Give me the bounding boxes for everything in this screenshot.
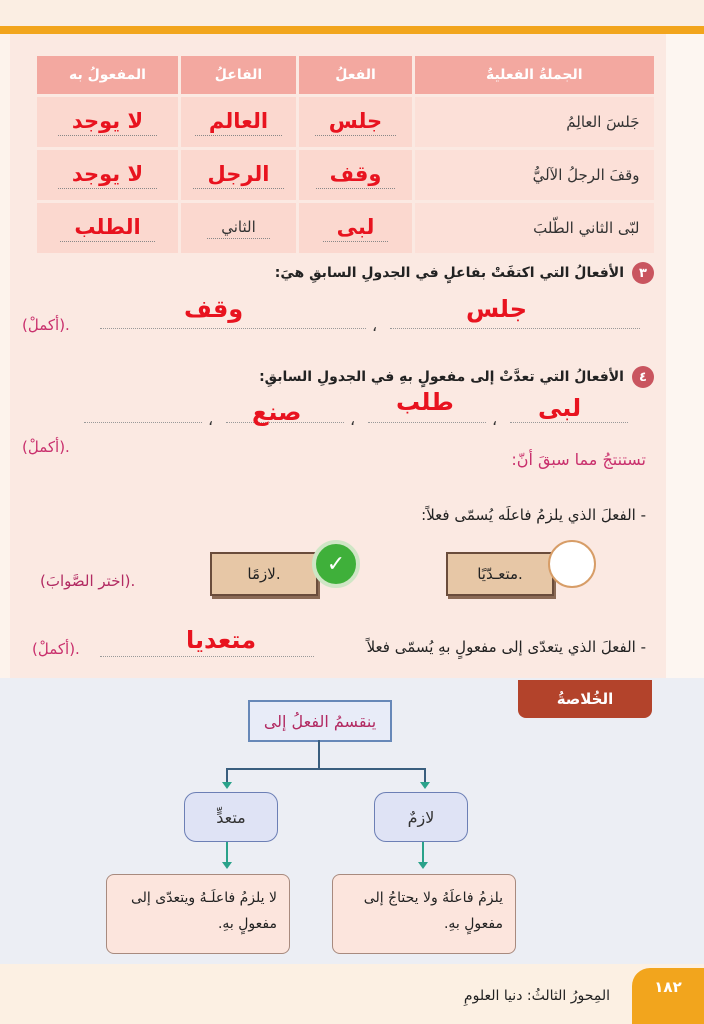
statement-1: - الفعلَ الذي يلزمُ فاعلَه يُسمّى فعلاً: xyxy=(421,506,646,524)
object-answer: لا يوجد xyxy=(58,162,157,189)
arrow-down-icon xyxy=(420,782,430,789)
subject-answer: الرجل xyxy=(193,162,283,189)
top-stripe xyxy=(0,26,704,34)
complete-instruction: (أكملْ). xyxy=(22,438,70,456)
arrow-down-icon xyxy=(222,782,232,789)
handwritten-answer: جلس xyxy=(466,295,528,323)
question-4 xyxy=(259,366,654,388)
node-transitive: متعدٍّ xyxy=(184,792,278,842)
separator: ، xyxy=(372,316,378,335)
handwritten-answer: طلب xyxy=(396,388,454,416)
separator: ، xyxy=(492,410,498,429)
object-answer: الطلب xyxy=(60,215,154,242)
answer-line[interactable] xyxy=(368,422,486,423)
answer-line[interactable] xyxy=(100,328,366,329)
node-intransitive: لازمٌ xyxy=(374,792,468,842)
choice-transitive[interactable] xyxy=(446,552,554,596)
answer-line[interactable] xyxy=(84,422,202,423)
page-number: ١٨٢ xyxy=(632,968,704,1024)
choice-label: لازمًا. xyxy=(247,565,281,583)
choice-label: متعـدّيًا. xyxy=(477,565,523,583)
answer-line[interactable] xyxy=(390,328,640,329)
answer-line[interactable] xyxy=(510,422,628,423)
connector-line xyxy=(318,740,320,768)
handwritten-answer: متعديا xyxy=(186,626,257,654)
header-sentence: الجملةُ الفعليةُ xyxy=(414,56,654,96)
header-subject: الفاعلُ xyxy=(180,56,298,96)
verb-answer: وقف xyxy=(316,162,396,189)
footer-unit-title: المِحورُ الثالثُ: دنيا العلومِ xyxy=(463,988,610,1004)
table-row xyxy=(36,96,654,149)
handwritten-answer: لبى xyxy=(538,394,582,422)
connector-line xyxy=(226,768,426,770)
question-number: ٤ xyxy=(632,366,654,388)
diagram-root: ينقسمُ الفعلُ إلى xyxy=(248,700,392,742)
sentence-cell: جَلسَ العالِمُ xyxy=(414,96,654,149)
sentence-cell: لبّى الثاني الطّلبَ xyxy=(414,202,654,254)
sentence-cell: وقفَ الرجلُ الآليُّ xyxy=(414,149,654,202)
connector-line xyxy=(226,842,228,862)
page-edge xyxy=(666,34,704,678)
choice-circle[interactable] xyxy=(548,540,596,588)
table-header-row xyxy=(36,56,654,96)
handwritten-answer: صنع xyxy=(252,398,302,426)
question-text: الأفعالُ التي اكتفَتْ بفاعلٍ في الجدولِ السابقِ هيَ: xyxy=(274,265,624,281)
complete-instruction: (أكملْ). xyxy=(22,316,70,334)
verb-answer: لبى xyxy=(323,215,389,242)
desc-intransitive: يلزمُ فاعلَهُ ولا يحتاجُ إلى مفعولٍ بهِ. xyxy=(332,874,516,954)
separator: ، xyxy=(208,410,214,429)
verb-answer: جلس xyxy=(315,109,396,136)
checkmark-icon[interactable]: ✓ xyxy=(312,540,360,588)
complete-instruction: (أكملْ). xyxy=(32,640,80,658)
table-row xyxy=(36,149,654,202)
summary-tab: الخُلاصةُ xyxy=(518,680,652,718)
header-object: المفعولُ به xyxy=(36,56,180,96)
conclusion-heading: تستنتجُ مما سبقَ أنّ: xyxy=(511,450,646,469)
table-row xyxy=(36,202,654,254)
arrow-down-icon xyxy=(222,862,232,869)
statement-2: - الفعلَ الذي يتعدّى إلى مفعولٍ بهِ يُسمّى فعلاً xyxy=(366,638,646,656)
desc-transitive: لا يلزمُ فاعلَـهُ ويتعدّى إلى مفعولٍ بهِ. xyxy=(106,874,290,954)
object-answer: لا يوجد xyxy=(58,109,157,136)
choice-intransitive[interactable] xyxy=(210,552,318,596)
connector-line xyxy=(226,768,228,782)
top-bar xyxy=(0,0,704,26)
header-verb: الفعلُ xyxy=(298,56,414,96)
subject-printed: الثاني xyxy=(207,218,270,239)
connector-line xyxy=(422,842,424,862)
choose-instruction: (اختر الصَّوابَ). xyxy=(40,572,136,590)
answer-line[interactable] xyxy=(100,656,314,657)
subject-answer: العالم xyxy=(195,109,282,136)
verb-table xyxy=(34,56,654,253)
question-3 xyxy=(275,262,654,284)
question-number: ٣ xyxy=(632,262,654,284)
question-text: الأفعالُ التي تعدَّتْ إلى مفعولٍ بهِ في الجدولِ السابقِ: xyxy=(259,369,624,385)
arrow-down-icon xyxy=(418,862,428,869)
separator: ، xyxy=(350,410,356,429)
connector-line xyxy=(424,768,426,782)
handwritten-answer: وقف xyxy=(184,295,244,323)
